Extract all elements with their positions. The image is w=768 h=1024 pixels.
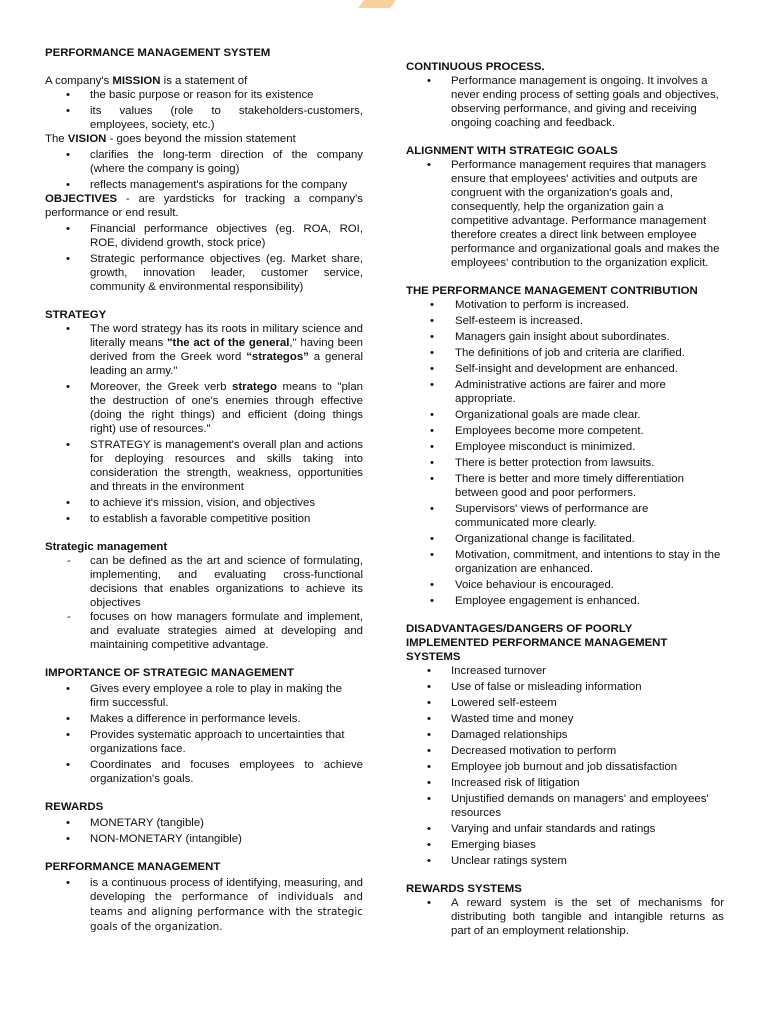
- list-item: • Supervisors' views of performance are communicated more clearly.: [406, 502, 724, 530]
- objectives-term: OBJECTIVES: [45, 193, 118, 205]
- importance-heading: IMPORTANCE OF STRATEGIC MANAGEMENT: [45, 667, 294, 679]
- strategy-list: [45, 322, 363, 526]
- vision-term: VISION: [67, 133, 107, 145]
- mission-list: [45, 88, 363, 132]
- list-item: • MONETARY (tangible): [45, 816, 363, 830]
- alignment-heading: ALIGNMENT WITH STRATEGIC GOALS: [406, 145, 618, 157]
- right-column: [406, 60, 724, 938]
- list-item: • Self-esteem is increased.: [406, 314, 724, 328]
- list-item: • Gives every employee a role to play in making the firm successful.: [45, 682, 363, 710]
- strategic-management-list: [45, 554, 363, 652]
- list-item: • is a continuous process of identifying, measuring, and developing the performance of individuals and teams and aligning performance with the strategic goals of the organization.: [45, 876, 363, 935]
- list-item: • Lowered self-esteem: [406, 696, 724, 710]
- rewards-heading: REWARDS: [45, 801, 104, 813]
- list-item: • reflects management's aspirations for the company: [45, 178, 363, 192]
- list-item: • Strategic performance objectives (eg. Market share, growth, innovation leader, customer service, community & environmental responsibility): [45, 252, 363, 294]
- list-item: • Varying and unfair standards and ratings: [406, 822, 724, 836]
- list-item: • Makes a difference in performance levels.: [45, 712, 363, 726]
- list-item: • A reward system is the set of mechanisms for distributing both tangible and intangible returns as part of an employment relationship.: [406, 896, 724, 938]
- list-item: • to establish a favorable competitive position: [45, 512, 363, 526]
- list-item: • Provides systematic approach to uncertainties that organizations face.: [45, 728, 363, 756]
- list-item: • There is better and more timely differentiation between good and poor performers.: [406, 472, 724, 500]
- dangers-list: [406, 664, 724, 868]
- list-item: • Decreased motivation to perform: [406, 744, 724, 758]
- list-item: • The word strategy has its roots in military science and literally means "the act of the general," having been derived from the Greek word “strategos” a general leading an army.": [45, 322, 363, 378]
- list-item: - focuses on how managers formulate and implement, and evaluate strategies aimed at developing and maintaining competitive advantage.: [45, 610, 363, 652]
- list-item: • NON-MONETARY (intangible): [45, 832, 363, 846]
- list-item: • Moreover, the Greek verb stratego means to "plan the destruction of one's enemies through effective (doing the right things) and efficient (doing things right) use of resources.": [45, 380, 363, 436]
- list-item: • Motivation, commitment, and intentions to stay in the organization are enhanced.: [406, 548, 724, 576]
- importance-list: [45, 682, 363, 786]
- vision-list: [45, 148, 363, 192]
- list-item: • Self-insight and development are enhanced.: [406, 362, 724, 376]
- mission-term: MISSION: [112, 75, 161, 87]
- objectives-intro: OBJECTIVES - are yardsticks for tracking a company's performance or end result.: [45, 193, 363, 219]
- list-item: • Performance management is ongoing. It involves a never ending process of setting goals and objectives, observing performance, and giving and receiving ongoing coaching and feedback.: [406, 74, 724, 130]
- dangers-heading: DISADVANTAGES/DANGERS OF POORLY IMPLEMENTED PERFORMANCE MANAGEMENT SYSTEMS: [406, 623, 668, 663]
- list-item: • Employee misconduct is minimized.: [406, 440, 724, 454]
- list-item: • Organizational goals are made clear.: [406, 408, 724, 422]
- rewards-systems-heading: REWARDS SYSTEMS: [406, 883, 522, 895]
- list-item: • Unjustified demands on managers' and employees' resources: [406, 792, 724, 820]
- performance-management-list: [45, 876, 363, 935]
- strategy-heading: STRATEGY: [45, 309, 107, 321]
- list-item: • the basic purpose or reason for its existence: [45, 88, 363, 102]
- list-item: • Performance management requires that managers ensure that employees' activities and outputs are congruent with the organization's goals and, consequently, help the organization gain a competitive advantage. Performance management therefore creates a direct link between employee performance and organizational goals and makes the employees' contribution to the organization explicit.: [406, 158, 724, 270]
- left-column: [45, 46, 363, 935]
- decorative-shape: [358, 0, 405, 8]
- continuous-process-list: [406, 74, 724, 130]
- rewards-systems-list: [406, 896, 724, 938]
- list-item: • Coordinates and focuses employees to achieve organization's goals.: [45, 758, 363, 786]
- list-item: - can be defined as the art and science of formulating, implementing, and evaluating cross-functional decisions that enables organizations to achieve its objectives: [45, 554, 363, 610]
- contribution-heading: THE PERFORMANCE MANAGEMENT CONTRIBUTION: [406, 285, 698, 297]
- list-item: • Employee engagement is enhanced.: [406, 594, 724, 608]
- list-item: • clarifies the long-term direction of the company (where the company is going): [45, 148, 363, 176]
- list-item: • Financial performance objectives (eg. ROA, ROI, ROE, dividend growth, stock price): [45, 222, 363, 250]
- list-item: • Damaged relationships: [406, 728, 724, 742]
- list-item: • STRATEGY is management's overall plan and actions for deploying resources and skills taking into consideration the strength, weakness, opportunities and threats in the environment: [45, 438, 363, 494]
- rewards-list: [45, 816, 363, 846]
- list-item: • Organizational change is facilitated.: [406, 532, 724, 546]
- list-item: • Employee job burnout and job dissatisfaction: [406, 760, 724, 774]
- document-title: PERFORMANCE MANAGEMENT SYSTEM: [45, 47, 271, 59]
- list-item: • Increased turnover: [406, 664, 724, 678]
- list-item: • Managers gain insight about subordinates.: [406, 330, 724, 344]
- vision-intro: The VISION - goes beyond the mission statement: [45, 133, 296, 145]
- list-item: • Unclear ratings system: [406, 854, 724, 868]
- objectives-list: [45, 222, 363, 294]
- list-item: • Voice behaviour is encouraged.: [406, 578, 724, 592]
- list-item: • its values (role to stakeholders-customers, employees, society, etc.): [45, 104, 363, 132]
- mission-intro: A company's MISSION is a statement of: [45, 75, 248, 87]
- list-item: • Motivation to perform is increased.: [406, 298, 724, 312]
- list-item: • Administrative actions are fairer and more appropriate.: [406, 378, 724, 406]
- list-item: • Increased risk of litigation: [406, 776, 724, 790]
- strategic-management-heading: Strategic management: [45, 541, 168, 553]
- alignment-list: [406, 158, 724, 270]
- list-item: • The definitions of job and criteria are clarified.: [406, 346, 724, 360]
- list-item: • Wasted time and money: [406, 712, 724, 726]
- performance-management-heading: PERFORMANCE MANAGEMENT: [45, 861, 221, 873]
- list-item: • Use of false or misleading information: [406, 680, 724, 694]
- list-item: • There is better protection from lawsuits.: [406, 456, 724, 470]
- contribution-list: [406, 298, 724, 608]
- continuous-process-heading: CONTINUOUS PROCESS.: [406, 61, 545, 73]
- list-item: • to achieve it's mission, vision, and objectives: [45, 496, 363, 510]
- list-item: • Emerging biases: [406, 838, 724, 852]
- list-item: • Employees become more competent.: [406, 424, 724, 438]
